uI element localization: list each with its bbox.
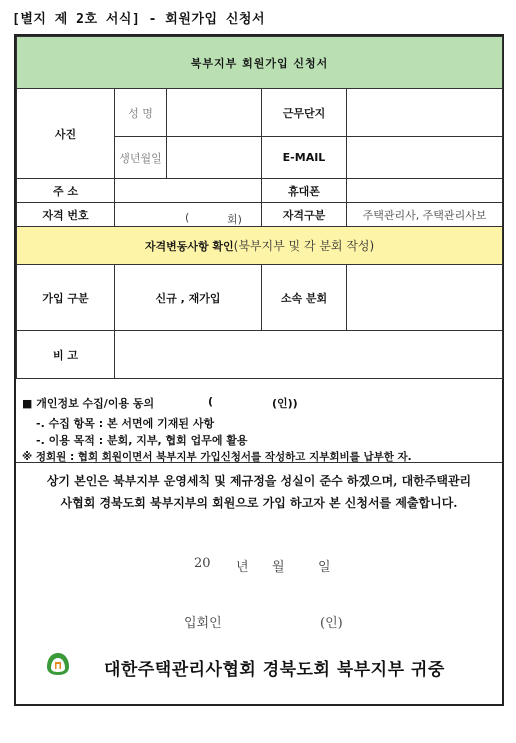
address-label: 주 소: [17, 179, 115, 203]
remarks-label: 비 고: [17, 331, 115, 379]
consent-open: (: [208, 395, 214, 408]
email-input[interactable]: [347, 137, 503, 179]
application-form-table: [16, 36, 503, 379]
date-year-prefix: 20: [194, 556, 211, 571]
license-times-open: (: [185, 211, 190, 224]
license-number-label: 자격 번호: [17, 203, 115, 227]
regular-member-note: ※ 정회원 : 협회 회원이면서 북부지부 가입신청서를 작성하고 지부회비를 납부한 자.: [22, 451, 412, 463]
date-day: 일: [318, 560, 331, 575]
privacy-consent-section: [16, 389, 502, 463]
name-input[interactable]: [167, 89, 262, 137]
pledge-line-2: 사협회 경북도회 북부지부의 회원으로 가입 하고자 본 신청서를 제출합니다.: [60, 496, 458, 510]
date-year: 년: [236, 560, 249, 575]
email-label: E-MAIL: [262, 137, 347, 179]
branch-label: 소속 분회: [262, 265, 347, 331]
remarks-input[interactable]: [115, 331, 503, 379]
birthdate-input[interactable]: [167, 137, 262, 179]
association-logo-icon: [44, 650, 72, 678]
signature-label: 입회인: [184, 616, 222, 631]
photo-label: 사진: [17, 89, 115, 179]
join-type-value[interactable]: 신규 , 재가입: [115, 265, 262, 331]
work-complex-label: 근무단지: [262, 89, 347, 137]
footer-organization: 대한주택관리사협회 경북도회 북부지부 귀중: [104, 660, 445, 680]
work-complex-input[interactable]: [347, 89, 503, 137]
pledge-line-1: 상기 본인은 북부지부 운영세칙 및 제규정을 성실이 준수 하겠으며, 대한주택관리: [46, 474, 472, 488]
address-input[interactable]: [115, 179, 262, 203]
status-heading-text: 자격변동사항 확인: [144, 240, 234, 253]
form-title: 북부지부 회원가입 신청서: [17, 37, 503, 89]
consent-seal[interactable]: (인)): [272, 397, 298, 410]
license-number-input[interactable]: [115, 203, 262, 227]
name-label: 성 명: [115, 89, 167, 137]
join-type-label: 가입 구분: [17, 265, 115, 331]
purpose-item: -. 이용 목적 : 분회, 지부, 협회 업무에 활용: [36, 434, 248, 447]
pledge-statement: [16, 470, 502, 514]
collection-item: -. 수집 항목 : 본 서면에 기재된 사항: [36, 417, 215, 430]
consent-label: ■ 개인정보 수집/이용 동의: [22, 397, 155, 410]
status-check-heading: [17, 227, 503, 265]
birthdate-label: 생년월일: [115, 137, 167, 179]
license-type-value: 주택관리사, 주택관리사보: [347, 203, 503, 227]
status-heading-note: (북부지부 및 각 분회 작성): [233, 239, 375, 253]
license-type-label: 자격구분: [262, 203, 347, 227]
mobile-input[interactable]: [347, 179, 503, 203]
date-month: 월: [272, 560, 285, 575]
mobile-label: 휴대폰: [262, 179, 347, 203]
branch-input[interactable]: [347, 265, 503, 331]
license-times-close: 회): [227, 213, 242, 226]
form-number-label: [별지 제 2호 서식] - 회원가입 신청서: [12, 12, 266, 27]
signature-seal[interactable]: (인): [320, 616, 343, 631]
